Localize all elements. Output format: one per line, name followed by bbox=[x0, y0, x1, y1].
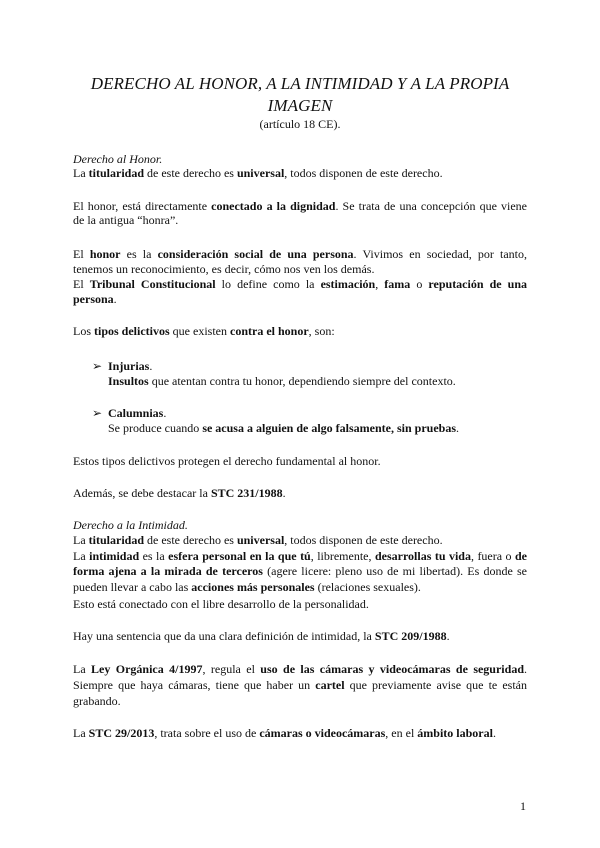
intimidad-paragraph-5: La STC 29/2013, trata sobre el uso de cámaras o videocámaras, en el ámbito laboral. bbox=[73, 726, 496, 740]
intimidad-paragraph-2-line-1: La intimidad es la esfera personal en la que tú, libremente, desarrollas tu vida, fuera o de bbox=[73, 549, 527, 563]
intimidad-paragraph-1: La titularidad de este derecho es universal, todos disponen de este derecho. bbox=[73, 533, 443, 547]
honor-paragraph-3-line-1: El honor es la consideración social de una persona. Vivimos en sociedad, por tanto, bbox=[73, 247, 527, 261]
honor-paragraph-3-line-3: El Tribunal Constitucional lo define como la estimación, fama o reputación de una bbox=[73, 277, 527, 291]
section-heading-honor: Derecho al Honor. bbox=[73, 152, 163, 166]
honor-paragraph-2-line-1: El honor, está directamente conectado a la dignidad. Se trata de una concepción que viene bbox=[73, 199, 527, 213]
document-subtitle: (artículo 18 CE). bbox=[259, 117, 341, 131]
bullet-calumnias-title: Calumnias. bbox=[108, 406, 167, 420]
bullet-injurias-description: Insultos que atentan contra tu honor, dependiendo siempre del contexto. bbox=[108, 374, 456, 388]
intimidad-paragraph-2-line-2: forma ajena a la mirada de terceros (agere licere: pleno uso de mi libertad). Es donde se bbox=[73, 564, 527, 578]
intimidad-paragraph-4-line-3: grabando. bbox=[73, 694, 121, 708]
bullet-injurias-title: Injurias. bbox=[108, 359, 153, 373]
bullet-arrow-icon: ➢ bbox=[92, 359, 103, 373]
honor-paragraph-5: Estos tipos delictivos protegen el derecho fundamental al honor. bbox=[73, 454, 381, 468]
intimidad-paragraph-4-line-1: La Ley Orgánica 4/1997, regula el uso de las cámaras y videocámaras de seguridad. bbox=[73, 662, 527, 676]
honor-paragraph-2-line-2: de la antigua “honra”. bbox=[73, 213, 179, 227]
honor-paragraph-1: La titularidad de este derecho es universal, todos disponen de este derecho. bbox=[73, 166, 443, 180]
bullet-calumnias-description: Se produce cuando se acusa a alguien de algo falsamente, sin pruebas. bbox=[108, 421, 459, 435]
section-heading-intimidad: Derecho a la Intimidad. bbox=[73, 518, 188, 532]
bullet-arrow-icon: ➢ bbox=[92, 406, 103, 420]
intimidad-paragraph-4-line-2: Siempre que haya cámaras, tiene que haber un cartel que previamente avise que te están bbox=[73, 678, 527, 692]
honor-paragraph-3-line-4: persona. bbox=[73, 292, 117, 306]
honor-paragraph-6: Además, se debe destacar la STC 231/1988. bbox=[73, 486, 286, 500]
intimidad-paragraph-2-line-4: Esto está conectado con el libre desarrollo de la personalidad. bbox=[73, 597, 369, 611]
intimidad-paragraph-3: Hay una sentencia que da una clara definición de intimidad, la STC 209/1988. bbox=[73, 629, 450, 643]
intimidad-paragraph-2-line-3: pueden llevar a cabo las acciones más personales (relaciones sexuales). bbox=[73, 580, 421, 594]
document-title: DERECHO AL HONOR, A LA INTIMIDAD Y A LA PROPIA IMAGEN bbox=[90, 74, 510, 115]
honor-paragraph-4: Los tipos delictivos que existen contra el honor, son: bbox=[73, 324, 335, 338]
honor-paragraph-3-line-2: tenemos un reconocimiento, es decir, cómo nos ven los demás. bbox=[73, 262, 375, 276]
page-number: 1 bbox=[520, 799, 526, 813]
